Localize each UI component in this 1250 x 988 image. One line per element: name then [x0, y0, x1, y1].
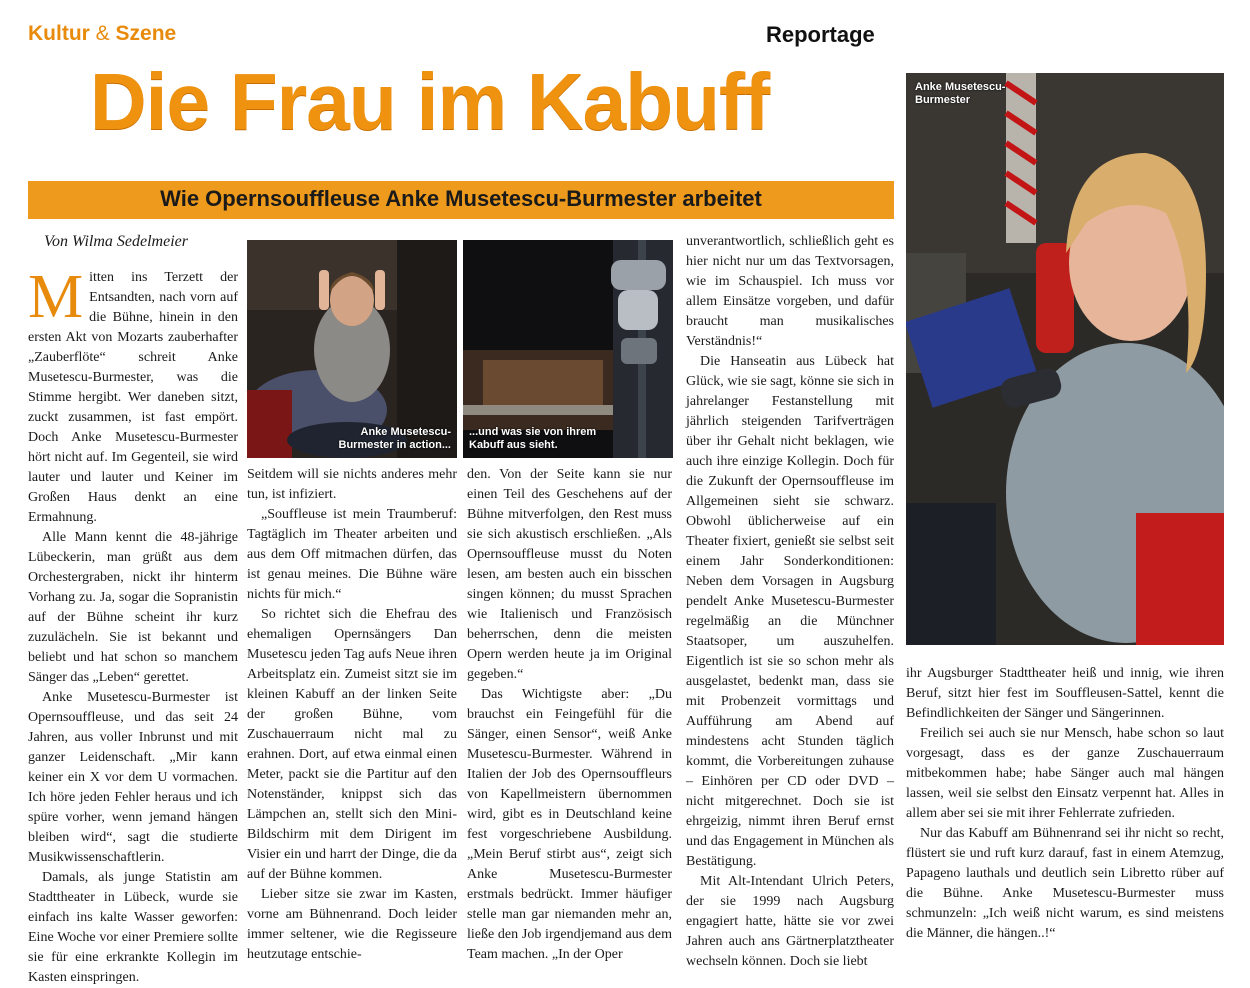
paragraph: Seitdem will sie nichts anderes mehr tun, ist infiziert.	[247, 467, 457, 502]
paragraph: Lieber sitze sie zwar im Kasten, vorne am Bühnenrand. Doch leider immer seltener, wie die Regisseure heutzutage entschie-	[247, 887, 457, 962]
column-4	[686, 232, 894, 972]
paragraph: Damals, als junge Statistin am Stadttheater in Lübeck, wurde sie einfach ins kalte Wasser geworfen: Eine Woche vor einer Premiere sollte sie für eine erkrankte Kollegin im Kasten einspringen.	[28, 870, 238, 985]
headline: Die Frau im Kabuff	[90, 57, 770, 146]
paragraph: So richtet sich die Ehefrau des ehemaligen Opernsängers Dan Musetescu jeden Tag aufs Neue ihren Arbeitsplatz ein. Zumeist sitzt sie im kleinen Kabuff an der linken Seite der großen Bühne, vom Zuschauerraum nicht mal zu erahnen. Dort, auf etwa einmal einen Meter, packt sie die Partitur auf den Notenständer, knippst sich das Lämpchen an, stellt sich den Mini-Bildschirm mit dem Dirigent im Visier ein und harrt der Dinge, die da auf der Bühne kommen.	[247, 607, 457, 882]
paragraph: den. Von der Seite kann sie nur einen Teil des Geschehens auf der Bühne mitverfolgen, den Rest muss sie sich akustisch erschließen. „Als Opernsouffleuse musst du Noten lesen, am besten auch ein bisschen singen können; du musst Sprachen wie Italienisch und Französisch beherrschen, denn die meisten Opern werden heute ja im Original gegeben.“	[467, 467, 672, 682]
photo-caption: Anke Musetescu-Burmester	[915, 81, 1006, 106]
section-label	[28, 22, 176, 46]
paragraph: Die Hanseatin aus Lübeck hat Glück, wie sie sagt, könne sie sich in jahrelanger Festanstellung mit jährlich steigenden Tarifverträgen über ihr Gehalt nicht beklagen, wie auch ihre einzige Kollegin. Doch für die Zukunft der Opernsouffleuse im Allgemeinen sieht sie schwarz. Obwohl üblicherweise auf ein Theater fixiert, genießt sie selbst seit einem Jahr Sonderkonditionen: Neben dem Vorsagen in Augsburg pendelt Anke Musetescu-Burmester regelmäßig an die Münchner Staatsoper, um auszuhelfen. Eigentlich ist sie so schon mehr als ausgelastet, bedenkt man, dass sie mit Probenzeit vormittags und Aufführung am Abend auf mindestens acht Stunden täglich kommt, die Vorbereitungen zuhause – Einhören per CD oder DVD – nicht mitgerechnet. Doch sie ist ehrgeizig, nimmt ihren Beruf ernst und das Engagement in München als Bestätigung.	[686, 354, 894, 869]
section-amp: &	[89, 22, 116, 45]
byline: Von Wilma Sedelmeier	[44, 233, 188, 250]
paragraph: Alle Mann kennt die 48-jährige Lübeckerin, man grüßt aus dem Orchestergraben, nickt ihr hinterm Vorhang zu. Ja, sogar die Sopranistin auf der Bühne scheint ihr kurz zuzulächeln. Sie ist bekannt und beliebt und hat schon so manchem Sänger das „Leben“ gerettet.	[28, 530, 238, 685]
paragraph: Freilich sei auch sie nur Mensch, habe schon so laut vorgesagt, dass es der ganze Zuschauerraum mitbekommen habe; habe Sänger auch mal hängen lassen, weil sie selbst den Einsatz verpennt hat. Alles in allem aber sei sie mit ihrer Fehlerrate zufrieden.	[906, 726, 1224, 821]
paragraph: Mitten ins Terzett der Entsandten, nach vorn auf die Bühne, hinein in den ersten Akt von Mozarts zauberhafter „Zauberflöte“ schreit Anke Musetescu-Burmester, was die Stimme hergibt. Wer daneben sitzt, zuckt zusammen, ist fast empört. Doch Anke Musetescu-Burmester hört nicht auf. Im Gegenteil, sie wird lauter und lauter und Keiner im Großen Haus denkt an eine Ermahnung.	[28, 263, 238, 525]
paragraph: Das Wichtigste aber: „Du brauchst ein Feingefühl für die Sänger, einen Sensor“, weiß Anke Musetescu-Burmester. Während in Italien der Job des Opernsouffleurs von Kapellmeistern übernommen wird, gibt es in Deutschland keine fest vorgeschriebene Ausbildung. „Mein Beruf stirbt aus“, zeigt sich Anke Musetescu-Burmester erstmals bedrückt. Immer häufiger stelle man gar niemanden mehr an, ließe den Job irgendjemand aus dem Team machen. „In der Oper	[467, 687, 672, 962]
paragraph: „Souffleuse ist mein Traumberuf: Tagtäglich im Theater arbeiten und aus dem Off mitmachen dürfen, das ist genau meines. Die Bühne wäre nichts für mich.“	[247, 507, 457, 602]
photo-image	[906, 73, 1224, 645]
dropcap: M	[28, 263, 84, 331]
section-left: Kultur	[28, 22, 90, 45]
paragraph: Nur das Kabuff am Bühnenrand sei ihr nicht so recht, flüstert sie und ruft kurz darauf, fast in einem Atemzug, Papageno lauthals und deutlich sein Libretto rüber auf die Bühne. Anke Musetescu-Burmester muss schmunzeln: „Ich weiß nicht warum, es sind meistens die Männer, die hängen..!“	[906, 826, 1224, 941]
photo-souffleuse-action	[247, 240, 457, 458]
paragraph: Anke Musetescu-Burmester ist Opernsouffleuse, und das seit 24 Jahren, aus voller Inbrunst und mit ganzer Leidenschaft. „Mir kann keiner ein X vor dem U vormachen. Ich höre jeden Fehler heraus und ich spüre vorher, wenn jemand hängen bleiben wird“, sagt die studierte Musikwissenschaftlerin.	[28, 690, 238, 865]
column-5	[906, 664, 1224, 944]
paragraph: unverantwortlich, schließlich geht es hier nicht nur um das Textvorsagen, wie im Schauspiel. Ich muss vor allem Einsätze vorgeben, und dafür braucht man musikalisches Verständnis!“	[686, 234, 894, 349]
paragraph: Mit Alt-Intendant Ulrich Peters, der sie 1999 nach Augsburg engagiert hatte, hätte sie vor zwei Jahren auch ans Gärtnerplatztheater wechseln können. Doch sie liebt	[686, 874, 894, 969]
paragraph: ihr Augsburger Stadttheater heiß und innig, wie ihren Beruf, sitzt hier fest im Souffleusen-Sattel, kennt die Befindlichkeiten der Sänger und Sängerinnen.	[906, 666, 1224, 721]
section-right: Szene	[115, 22, 177, 45]
photo-portrait	[906, 73, 1224, 645]
kicker-label: Reportage	[766, 22, 875, 47]
column-3	[467, 465, 672, 965]
photo-caption: Anke Musetescu-Burmester in action...	[338, 426, 451, 451]
photo-stage-view	[463, 240, 673, 458]
photo-caption: ...und was sie von ihrem Kabuff aus sieht.	[469, 426, 597, 451]
column-1	[28, 263, 238, 988]
deck-subtitle: Wie Opernsouffleuse Anke Musetescu-Burmester arbeitet	[160, 186, 762, 211]
column-2	[247, 465, 457, 965]
